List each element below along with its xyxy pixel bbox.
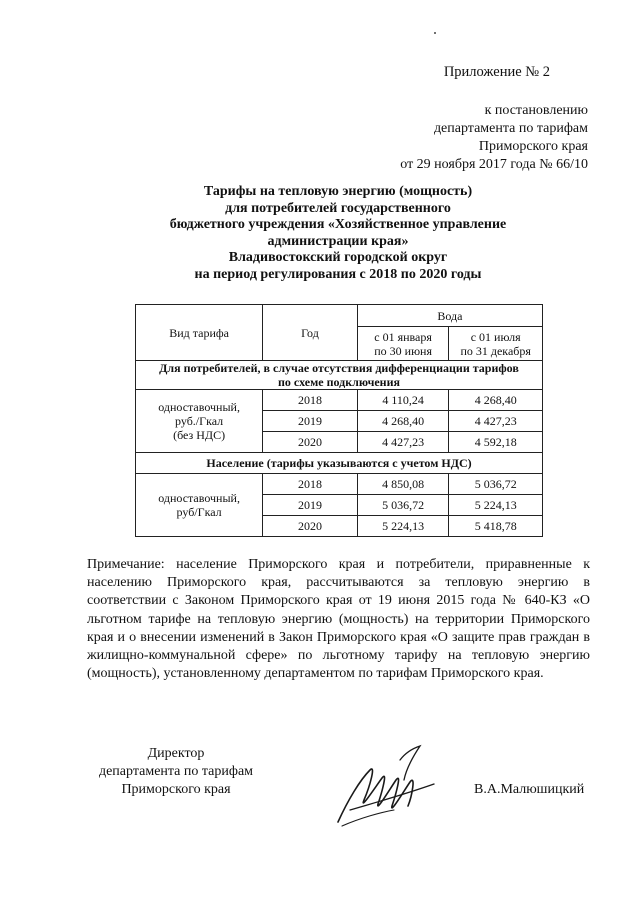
value-cell: 4 427,23 (357, 432, 449, 453)
handwritten-signature (330, 740, 450, 830)
header-tariff-type: Вид тарифа (136, 305, 263, 361)
value-cell: 4 268,40 (357, 411, 449, 432)
header-year: Год (263, 305, 358, 361)
title-line: Владивостокский городской округ (228, 250, 448, 265)
year-cell: 2020 (263, 516, 358, 537)
signer-position-line: Директор (147, 746, 205, 761)
value-cell: 5 418,78 (449, 516, 543, 537)
note-paragraph: Примечание: население Приморского края и потребители, приравненные к населению Приморского края, рассчитываются за тепловую энергию в соответствии с Законом Приморского края от 19 июня 2015 года № 640-КЗ «О льготном тарифе на тепловую энергию (мощность) на территории Приморского края и о внесении изменений в Закон Приморского края «О защите прав граждан в жилищно-коммунальной сфере» по льготному тарифу на тепловую энергию (мощность), установленному департаментом по тарифам Приморского края. (87, 557, 590, 682)
value-cell: 4 850,08 (357, 474, 449, 495)
value-cell: 5 224,13 (449, 495, 543, 516)
year-cell: 2019 (263, 495, 358, 516)
tariff-table (135, 304, 543, 537)
appendix-line: от 29 ноября 2017 года № 66/10 (400, 157, 588, 172)
section-title-consumers: Для потребителей, в случае отсутствия дифференциации тарифов по схеме подключения (136, 361, 543, 390)
appendix-line: к постановлению (484, 103, 588, 118)
appendix-line: Приморского края (478, 139, 588, 154)
title-line: администрации края» (267, 233, 409, 249)
year-cell: 2018 (263, 390, 358, 411)
table-row (136, 390, 543, 411)
value-cell: 5 036,72 (449, 474, 543, 495)
title-line: бюджетного учреждения «Хозяйственное управление (169, 217, 507, 232)
tariff-label: одноставочный, руб/Гкал (136, 474, 263, 537)
section-title-population: Население (тарифы указываются с учетом НДС) (136, 453, 543, 474)
appendix-reference (352, 102, 588, 174)
signer-position (86, 745, 266, 799)
table-row (136, 474, 543, 495)
signer-position-line: департамента по тарифам (98, 764, 254, 779)
value-cell: 4 427,23 (449, 411, 543, 432)
title-line: на период регулирования с 2018 по 2020 годы (194, 266, 482, 282)
value-cell: 4 110,24 (357, 390, 449, 411)
tariff-label: одноставочный, руб./Гкал (без НДС) (136, 390, 263, 453)
header-water: Вода (357, 305, 542, 327)
value-cell: 5 036,72 (357, 495, 449, 516)
appendix-title: Приложение № 2 (443, 64, 550, 80)
document-title (118, 184, 558, 283)
value-cell: 4 592,18 (449, 432, 543, 453)
value-cell: 5 224,13 (357, 516, 449, 537)
signer-position-line: Приморского края (121, 782, 231, 797)
year-cell: 2020 (263, 432, 358, 453)
title-line: Тарифы на тепловую энергию (мощность) (203, 184, 473, 199)
header-period-first-half: с 01 января по 30 июня (357, 327, 449, 361)
title-line: для потребителей государственного (225, 200, 451, 216)
header-period-second-half: с 01 июля по 31 декабря (449, 327, 543, 361)
year-cell: 2019 (263, 411, 358, 432)
scan-speck (434, 32, 436, 34)
signer-name: В.А.Малюшицкий (474, 782, 585, 797)
year-cell: 2018 (263, 474, 358, 495)
value-cell: 4 268,40 (449, 390, 543, 411)
appendix-line: департамента по тарифам (433, 121, 588, 136)
